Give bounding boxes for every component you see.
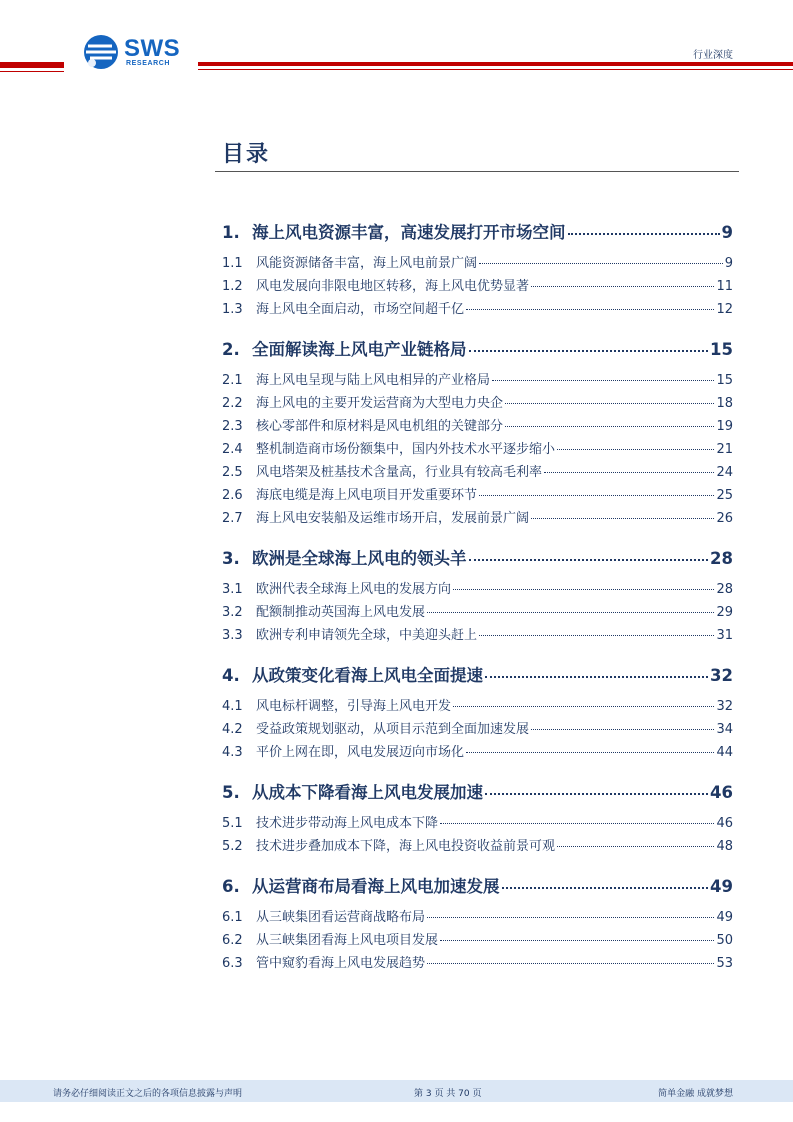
toc-section-title: 技术进步带动海上风电成本下降 (256, 816, 439, 831)
toc-section-title: 风电塔架及桩基技术含量高，行业具有较高毛利率 (256, 465, 543, 480)
toc-section[interactable] (222, 906, 733, 929)
toc-section-number: 6.2 (222, 933, 243, 948)
toc-chapter[interactable] (222, 540, 733, 578)
sws-globe-icon (82, 33, 120, 71)
toc-section[interactable] (222, 275, 733, 298)
toc-section-page: 49 (716, 910, 733, 925)
toc-section-number: 3.3 (222, 628, 243, 643)
toc-section-number: 2.2 (222, 396, 243, 411)
logo-subtitle: RESEARCH (126, 60, 171, 67)
toc-section-number: 2.4 (222, 442, 243, 457)
toc-section-page: 24 (716, 465, 733, 480)
toc-chapter-number: 4. (222, 666, 240, 685)
toc-section-page: 18 (716, 396, 733, 411)
toc-chapter-title: 从运营商布局看海上风电加速发展 (252, 877, 500, 896)
toc-section-page: 19 (716, 419, 733, 434)
toc-section-title: 海底电缆是海上风电项目开发重要环节 (256, 488, 478, 503)
toc-chapter-leader (469, 559, 709, 561)
toc-divider (215, 171, 739, 172)
toc-section[interactable] (222, 952, 733, 975)
toc-chapter-number: 1. (222, 223, 240, 242)
toc-section-number: 3.2 (222, 605, 243, 620)
toc-section-title: 欧洲专利申请领先全球，中美迎头赶上 (256, 628, 478, 643)
toc-section-number: 5.2 (222, 839, 243, 854)
toc-chapter[interactable] (222, 774, 733, 812)
header-rule-thin (0, 71, 64, 72)
toc-spacer (222, 321, 733, 331)
toc-spacer (222, 764, 733, 774)
toc-section-leader (557, 449, 714, 450)
toc-section-number: 6.1 (222, 910, 243, 925)
toc-section-leader (453, 589, 714, 590)
toc-section-title: 风能资源储备丰富，海上风电前景广阔 (256, 256, 478, 271)
toc-section-number: 5.1 (222, 816, 243, 831)
toc-section-number: 4.2 (222, 722, 243, 737)
toc-chapter-page: 9 (721, 223, 733, 242)
toc-chapter-number: 3. (222, 549, 240, 568)
toc-section-title: 整机制造商市场份额集中，国内外技术水平逐步缩小 (256, 442, 556, 457)
toc-section-page: 9 (724, 256, 733, 271)
toc-section-leader (427, 612, 714, 613)
report-type-label: 行业深度 (693, 50, 733, 61)
toc-section-title: 海上风电全面启动，市场空间超千亿 (256, 302, 465, 317)
toc-section[interactable] (222, 484, 733, 507)
toc-section-leader (466, 309, 714, 310)
toc-section-page: 12 (716, 302, 733, 317)
toc-section-number: 2.1 (222, 373, 243, 388)
footer-page-info: 第 3 页 共 70 页 (414, 1089, 482, 1099)
toc-section[interactable] (222, 392, 733, 415)
toc-chapter-title: 从政策变化看海上风电全面提速 (252, 666, 483, 685)
toc-section-title: 从三峡集团看运营商战略布局 (256, 910, 426, 925)
toc-section-leader (557, 846, 714, 847)
toc-section-page: 21 (716, 442, 733, 457)
toc-chapter-page: 49 (710, 877, 733, 896)
toc-section[interactable] (222, 369, 733, 392)
toc-chapter-leader (568, 233, 720, 235)
toc-section-page: 48 (716, 839, 733, 854)
toc-section-leader (492, 380, 714, 381)
toc-chapter-leader (485, 793, 708, 795)
toc-section[interactable] (222, 929, 733, 952)
toc-section-leader (531, 729, 714, 730)
toc-section[interactable] (222, 624, 733, 647)
toc-section-title: 管中窥豹看海上风电发展趋势 (256, 956, 426, 971)
toc-section-title: 欧洲代表全球海上风电的发展方向 (256, 582, 452, 597)
toc-section-leader (440, 823, 714, 824)
toc-section-leader (440, 940, 714, 941)
toc-section-page: 46 (716, 816, 733, 831)
toc-section-number: 2.5 (222, 465, 243, 480)
toc-section-title: 风电发展向非限电地区转移，海上风电优势显著 (256, 279, 530, 294)
toc-chapter-number: 5. (222, 783, 240, 802)
footer-slogan: 简单金融 成就梦想 (658, 1089, 733, 1099)
toc-section-number: 4.1 (222, 699, 243, 714)
toc-chapter-leader (485, 676, 708, 678)
logo-wordmark: SWS (124, 35, 181, 62)
toc-section-page: 26 (716, 511, 733, 526)
toc-chapter-number: 2. (222, 340, 240, 359)
toc-section[interactable] (222, 415, 733, 438)
toc-spacer (222, 647, 733, 657)
toc-section-number: 1.2 (222, 279, 243, 294)
toc-section-number: 6.3 (222, 956, 243, 971)
toc-section[interactable] (222, 507, 733, 530)
toc-section-leader (427, 917, 714, 918)
toc-section-leader (479, 495, 714, 496)
toc-chapter[interactable] (222, 657, 733, 695)
toc-section-page: 25 (716, 488, 733, 503)
toc-section-leader (544, 472, 714, 473)
toc-section[interactable] (222, 741, 733, 764)
toc-chapter-page: 32 (710, 666, 733, 685)
toc-section-page: 31 (716, 628, 733, 643)
toc-section-page: 44 (716, 745, 733, 760)
toc-section-title: 海上风电的主要开发运营商为大型电力央企 (256, 396, 504, 411)
toc-section[interactable] (222, 812, 733, 835)
toc-chapter-title: 欧洲是全球海上风电的领头羊 (252, 549, 467, 568)
toc-section[interactable] (222, 835, 733, 858)
toc-section[interactable] (222, 695, 733, 718)
toc-chapter-page: 15 (710, 340, 733, 359)
toc-chapter[interactable] (222, 868, 733, 906)
toc-section-leader (466, 752, 714, 753)
toc-section-page: 11 (716, 279, 733, 294)
toc-chapter-title: 海上风电资源丰富，高速发展打开市场空间 (252, 223, 566, 242)
toc-chapter-leader (469, 350, 709, 352)
toc-section-page: 29 (716, 605, 733, 620)
toc-section-page: 15 (716, 373, 733, 388)
toc-chapter-leader (502, 887, 709, 889)
toc-section-title: 技术进步叠加成本下降，海上风电投资收益前景可观 (256, 839, 556, 854)
toc-section-title: 风电标杆调整，引导海上风电开发 (256, 699, 452, 714)
toc-section-title: 受益政策规划驱动，从项目示范到全面加速发展 (256, 722, 530, 737)
toc-section-number: 3.1 (222, 582, 243, 597)
toc-section-number: 2.6 (222, 488, 243, 503)
toc-section-leader (479, 635, 714, 636)
toc-section-title: 海上风电呈现与陆上风电相异的产业格局 (256, 373, 491, 388)
toc-chapter-page: 28 (710, 549, 733, 568)
toc-title: 目录 (222, 142, 271, 167)
toc-section[interactable] (222, 461, 733, 484)
toc-section[interactable] (222, 578, 733, 601)
toc-chapter[interactable] (222, 214, 733, 252)
toc-section-leader (531, 518, 714, 519)
toc-section[interactable] (222, 252, 733, 275)
toc-section-page: 28 (716, 582, 733, 597)
toc-section-number: 2.7 (222, 511, 243, 526)
toc-section[interactable] (222, 298, 733, 321)
toc-section-leader (479, 263, 723, 264)
header-rule (198, 62, 793, 66)
header-rule-thin (198, 69, 793, 70)
toc-chapter-title: 全面解读海上风电产业链格局 (252, 340, 467, 359)
toc-section[interactable] (222, 438, 733, 461)
toc-section-page: 32 (716, 699, 733, 714)
toc-chapter[interactable] (222, 331, 733, 369)
toc-section-title: 海上风电安装船及运维市场开启，发展前景广阔 (256, 511, 530, 526)
toc-section-number: 2.3 (222, 419, 243, 434)
toc-section-title: 平价上网在即，风电发展迈向市场化 (256, 745, 465, 760)
toc-chapter-page: 46 (710, 783, 733, 802)
toc-section-title: 配额制推动英国海上风电发展 (256, 605, 426, 620)
footer-disclaimer: 请务必仔细阅读正文之后的各项信息披露与声明 (53, 1089, 243, 1099)
toc-section-number: 4.3 (222, 745, 243, 760)
table-of-contents (222, 214, 733, 975)
toc-section[interactable] (222, 718, 733, 741)
toc-section-page: 53 (716, 956, 733, 971)
sws-logo (82, 33, 202, 73)
toc-section-leader (427, 963, 714, 964)
toc-section-title: 从三峡集团看海上风电项目发展 (256, 933, 439, 948)
toc-chapter-title: 从成本下降看海上风电发展加速 (252, 783, 483, 802)
toc-section-leader (531, 286, 714, 287)
toc-chapter-number: 6. (222, 877, 240, 896)
toc-section-number: 1.3 (222, 302, 243, 317)
header-rule (0, 62, 64, 68)
toc-spacer (222, 530, 733, 540)
toc-section-page: 50 (716, 933, 733, 948)
toc-section-leader (505, 403, 714, 404)
toc-section-leader (453, 706, 714, 707)
toc-section[interactable] (222, 601, 733, 624)
toc-section-page: 34 (716, 722, 733, 737)
toc-section-leader (505, 426, 714, 427)
toc-section-title: 核心零部件和原材料是风电机组的关键部分 (256, 419, 504, 434)
toc-spacer (222, 858, 733, 868)
toc-section-number: 1.1 (222, 256, 243, 271)
